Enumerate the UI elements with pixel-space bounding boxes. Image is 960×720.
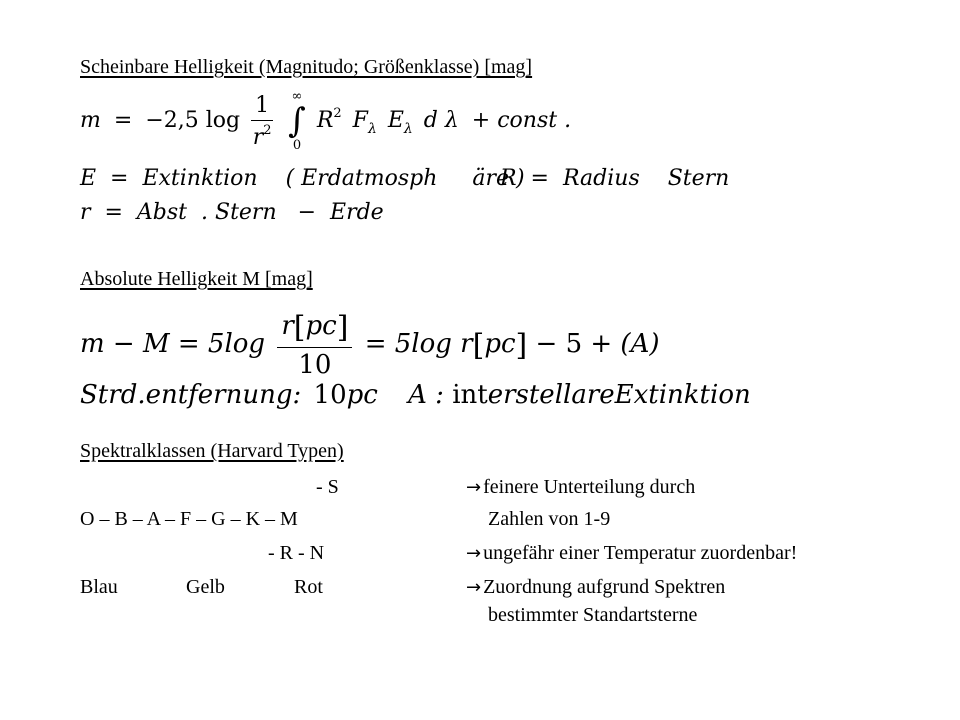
distance-rhs-extinction: (A) (620, 329, 660, 359)
standard-distance-unit: pc (346, 380, 378, 410)
integral-sign: ∫ (288, 101, 306, 141)
note-numbers: Zahlen von 1-9 (488, 508, 611, 530)
formula-eq: = (113, 108, 133, 133)
heading-absolute-magnitude: Absolute Helligkeit M [mag] (80, 268, 313, 290)
formula-lhs: m (80, 108, 101, 133)
formula-coef: −2,5 log (145, 108, 241, 133)
arrow-right-icon: → (466, 477, 482, 498)
definition-r: r = Abst . Stern − Erde (80, 200, 384, 225)
note-standard-stars: bestimmter Standartsterne (488, 604, 698, 626)
extinction-label: A : (408, 380, 444, 410)
integral (288, 90, 306, 152)
extinction-int: int (452, 380, 488, 410)
integrand-R: $R^2$ (316, 106, 342, 133)
distance-rhs-constant: − 5 + (535, 329, 621, 359)
distance-rhs-unit: pc (484, 329, 516, 359)
formula-tail: + const . (471, 108, 572, 133)
color-blau: Blau (80, 576, 118, 598)
spectral-sequence: O – B – A – F – G – K – M (80, 508, 298, 530)
distance-fraction-denominator: 10 (298, 350, 332, 380)
formula-fraction (251, 93, 273, 150)
extinction-text: erstellareExtinktion (487, 380, 751, 410)
standard-distance-label: Strd.entfernung: (80, 380, 302, 410)
color-rot: Rot (294, 576, 323, 598)
arrow-right-icon: → (466, 577, 482, 598)
integrand-F: $F_\lambda$ (352, 108, 377, 137)
spectral-branch-r-n: - R - N (268, 542, 325, 564)
integral-upper-limit: ∞ (291, 89, 303, 104)
distance-fraction-numerator: r[pc] (277, 310, 352, 348)
heading-apparent-magnitude: Scheinbare Helligkeit (Magnitudo; Größenklasse) [mag] (80, 56, 533, 78)
formula-distance-modulus: m − M = 5log $\frac{r[pc]}{10}$ = 5log r[pc] − 5 + (A) (80, 310, 660, 380)
distance-modulus-lhs: m − M = 5log (80, 329, 266, 359)
fraction-numerator: 1 (251, 93, 273, 121)
arrow-right-icon: → (466, 543, 482, 564)
note-temperature: → ungefähr einer Temperatur zuordenbar! (466, 542, 798, 564)
note-assignment: → Zuordnung aufgrund Spektren (466, 576, 726, 598)
spectral-branch-s: - S (316, 476, 339, 498)
note-finer-subdivision: → feinere Unterteilung durch (466, 476, 696, 498)
formula-apparent-magnitude (80, 90, 571, 152)
definition-R: R = Radius Stern (500, 166, 730, 191)
integrand-E: $E_\lambda$ (387, 108, 413, 137)
distance-rhs: = 5log r (364, 329, 473, 359)
standard-distance-line (80, 380, 751, 410)
standard-distance-value: 10 (313, 380, 347, 410)
integral-lower-limit: 0 (292, 138, 302, 153)
heading-spectral-classes: Spektralklassen (Harvard Typen) (80, 440, 344, 462)
distance-fraction (277, 310, 352, 380)
definition-E: E = Extinktion ( Erdatmosph äre ) (80, 166, 525, 191)
integrand-d-lambda: d λ (423, 108, 459, 133)
color-gelb: Gelb (186, 576, 225, 598)
fraction-denominator: $r^2$ (252, 122, 272, 150)
